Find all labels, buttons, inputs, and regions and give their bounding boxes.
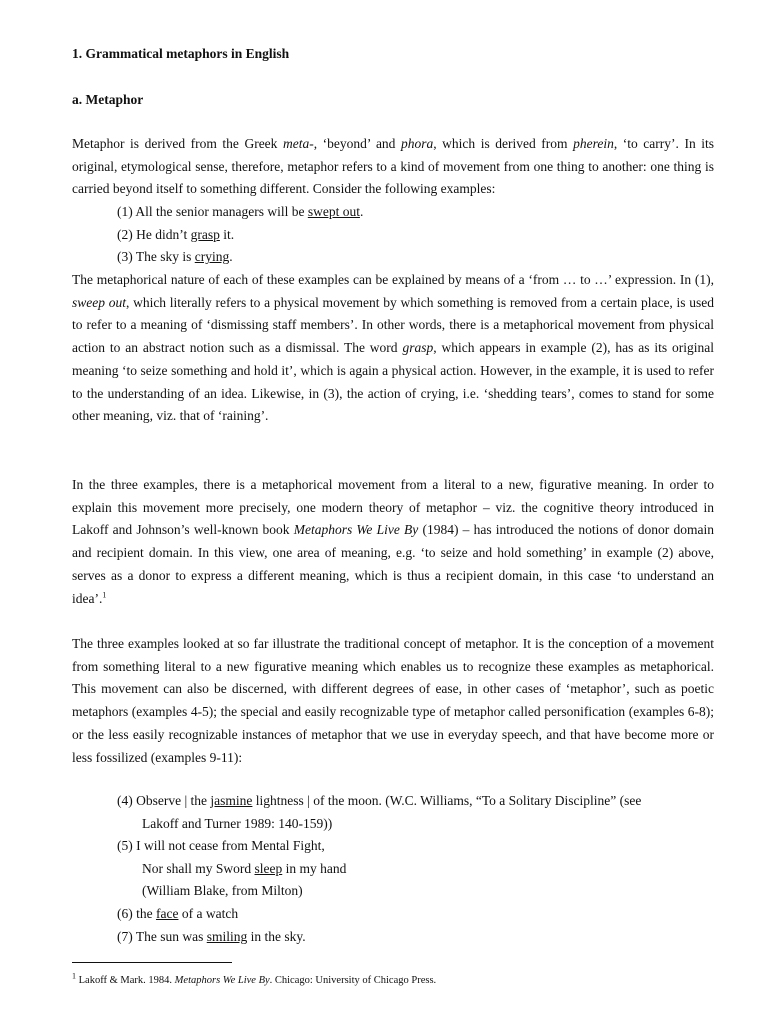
example-4-citation: Lakoff and Turner 1989: 140-159))	[142, 816, 333, 831]
example-4: (4) Observe | the jasmine lightness | of the moon. (W.C. Williams, “To a Solitary Discipline” (see	[117, 793, 642, 808]
example-2: (2) He didn’t grasp it.	[117, 227, 235, 242]
example-7: (7) The sun was smiling in the sky.	[117, 929, 306, 944]
section-heading: 1. Grammatical metaphors in English	[72, 46, 290, 61]
paragraph-traditional-concept: The three examples looked at so far illustrate the traditional concept of metaphor. It is the conception of a movement from something literal to a new figurative meaning which enables us to recognize these examples as metaphorical. This movement can also be discerned, with different degrees of ease, in other cases of ‘metaphor’, such as poetic metaphors (examples 4-5); the special and easily recognizable type of metaphor called personification (examples 6-8); or the less easily recognizable instances of metaphor that we use in everyday speech, and that have become more or less fossilized (examples 9-11):	[72, 636, 714, 765]
footnote-ref[interactable]: 1	[102, 590, 107, 600]
example-6: (6) the face of a watch	[117, 906, 239, 921]
example-5-citation: (William Blake, from Milton)	[142, 883, 303, 898]
footnote-divider	[72, 962, 232, 963]
example-3: (3) The sky is crying.	[117, 249, 233, 264]
example-1: (1) All the senior managers will be swept out.	[117, 204, 364, 219]
footnote: $^1$ Lakoff & Mark. 1984. Metaphors We Live By. Chicago: University of Chicago Press.	[72, 971, 437, 986]
subsection-heading: a. Metaphor	[72, 92, 144, 107]
example-5: (5) I will not cease from Mental Fight,	[117, 838, 325, 853]
example-5-line2: Nor shall my Sword sleep in my hand	[142, 861, 347, 876]
paragraph-etymology: Metaphor is derived from the Greek meta-, ‘beyond’ and phora, which is derived from pherein, ‘to carry’. In its original, etymological sense, therefore, metaphor refers to a kind of movement from one thing to another: one thing is carried beyond itself to something different. Consider the following examples:	[72, 136, 715, 197]
paragraph-from-to: The metaphorical nature of each of these examples can be explained by means of a ‘from … to …’ expression. In (1), sweep out, which literally refers to a physical movement by which something is removed from a certain place, is used to refer to a meaning of ‘dismissing staff members’. In other words, there is a metaphorical movement from physical action to an abstract notion such as a dismissal. The word grasp, which appears in example (2), has as its original meaning ‘to seize something and hold it’, which is again a physical action. However, in the example, it is used to refer to the understanding of an idea. Likewise, in (3), the action of crying, i.e. ‘shedding tears’, comes to stand for some other meaning, viz. that of ‘raining’.	[72, 272, 714, 424]
paragraph-cognitive-theory: In the three examples, there is a metaphorical movement from a literal to a new, figurative meaning. In order to explain this movement more precisely, one modern theory of metaphor – viz. the cognitive theory introduced in Lakoff and Johnson’s well-known book Metaphors We Live By (1984) – has introduced the notions of donor domain and recipient domain. In this view, one area of meaning, e.g. ‘to seize and hold something’ in example (2) above, serves as a donor to express a different meaning, which is thus a recipient domain, in this case ‘to understand an idea’.$^1$	[72, 477, 714, 606]
